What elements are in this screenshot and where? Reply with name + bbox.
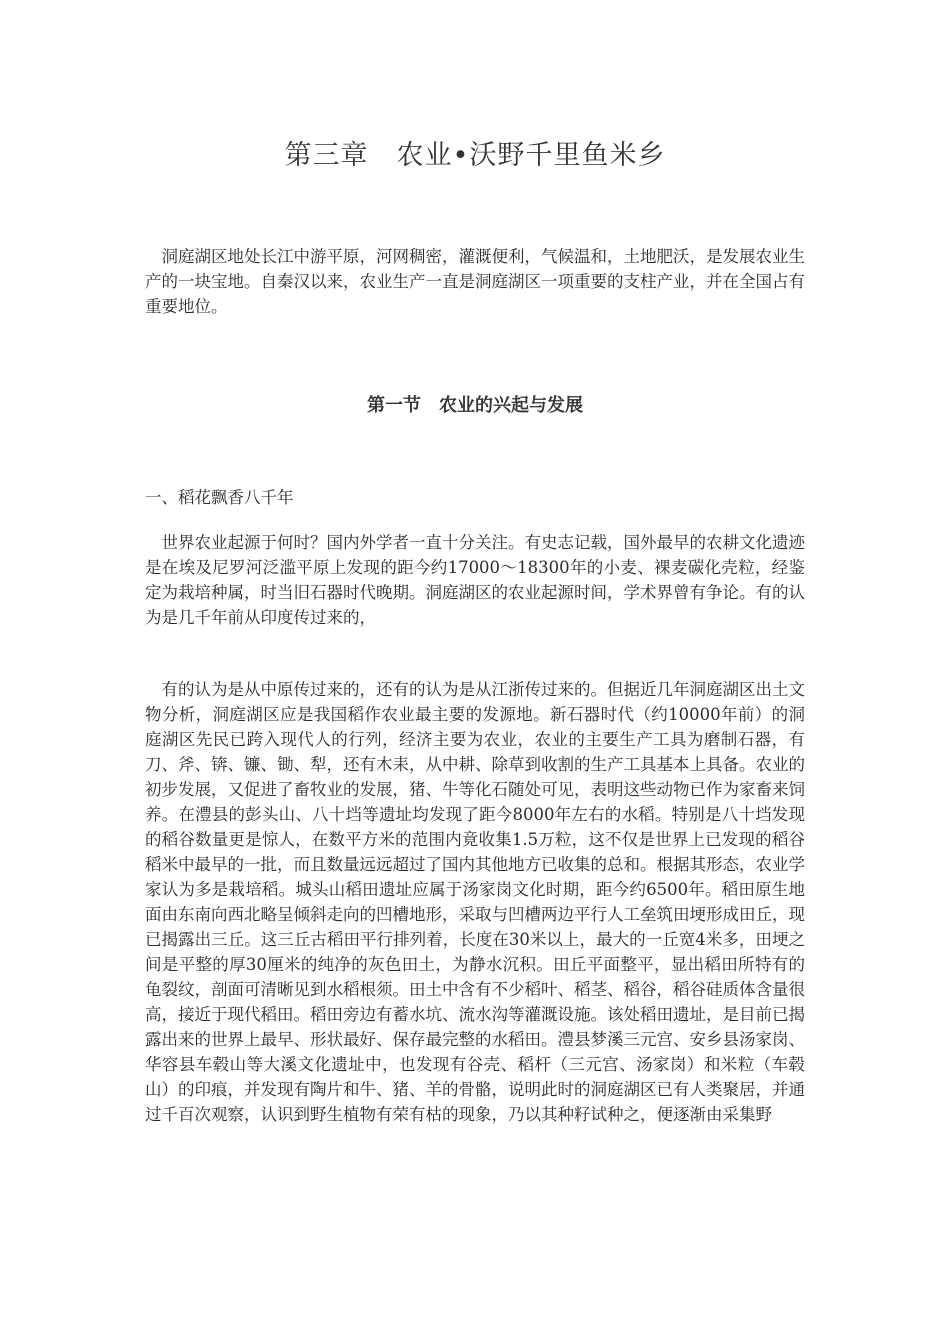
section-title: 第一节 农业的兴起与发展 (367, 395, 583, 416)
body-paragraph: 有的认为是从中原传过来的，还有的认为是从江浙传过来的。但据近几年洞庭湖区出土文物分析，洞庭湖区应是我国稻作农业最主要的发源地。新石器时代（约10000年前）的洞庭湖区先民已跨入现代人的行列，经济主要为农业，农业的主要生产工具为磨制石器，有刀、斧、锛、镰、锄、犁，还有木耒，从中耕、除草到收割的生产工具基本上具备。农业的初步发展，又促进了畜牧业的发展，猪、牛等化石随处可见，表明这些动物已作为家畜来饲养。在澧县的彭头山、八十垱等遗址均发现了距今8000年左右的水稻。特别是八十垱发现的稻谷数量更是惊人，在数平方米的范围内竟收集1.5万粒，这不仅是世界上已发现的稻谷稻米中最早的一批，而且数量远远超过了国内其他地方已收集的总和。根据其形态，农业学家认为多是栽培稻。城头山稻田遗址应属于汤家岗文化时期，距今约6500年。稻田原生地面由东南向西北略呈倾斜走向的凹槽地形，采取与凹槽两边平行人工垒筑田埂形成田丘，现已揭露出三丘。这三丘古稻田平行排列着，长度在30米以上，最大的一丘宽4米多，田埂之间是平整的厚30厘米的纯净的灰色田土，为静水沉积。田丘平面整平，显出稻田所特有的龟裂纹，剖面可清晰见到水稻根须。田土中含有不少稻叶、稻茎、稻谷，稻谷硅质体含量很高，接近于现代稻田。稻田旁边有蓄水坑、流水沟等灌溉设施。该处稻田遗址，是目前已揭露出来的世界上最早、形状最好、保存最完整的水稻田。澧县梦溪三元宫、安乡县汤家岗、华容县车毂山等大溪文化遗址中，也发现有谷壳、稻杆（三元宫、汤家岗）和米粒（车毂山）的印痕，并发现有陶片和牛、猪、羊的骨骼，说明此时的洞庭湖区已有人类聚居，并通过千百次观察，认识到野生植物有荣有枯的现象，乃以其种籽试种之，便逐渐由采集野 (145, 680, 805, 1124)
body-paragraph: 世界农业起源于何时？国内外学者一直十分关注。有史志记载，国外最早的农耕文化遗迹是在埃及尼罗河泛滥平原上发现的距今约17000～18300年的小麦、裸麦碳化壳粒，经鉴定为栽培种属，时当旧石器时代晚期。洞庭湖区的农业起源时间，学术界曾有争论。有的认为是几千年前从印度传过来的， (145, 533, 805, 627)
chapter-title: 第三章 农业•沃野千里鱼米乡 (284, 140, 666, 171)
chapter-intro-paragraph: 洞庭湖区地处长江中游平原，河网稠密，灌溉便利，气候温和，土地肥沃，是发展农业生产的一块宝地。自秦汉以来，农业生产一直是洞庭湖区一项重要的支柱产业，并在全国占有重要地位。 (145, 247, 805, 316)
subsection-title: 一、稻花飘香八千年 (145, 488, 294, 507)
